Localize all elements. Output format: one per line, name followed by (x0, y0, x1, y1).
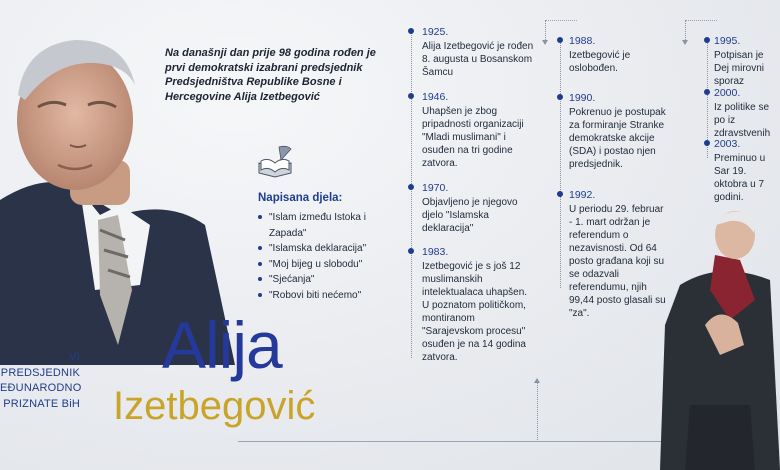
event-text: Uhapšen je zbog pripadnosti organizaciji "Mladi muslimani" i osuđen na tri godine zatvora. (422, 106, 524, 169)
name-first: Alija (162, 308, 282, 382)
event-text: Potpisan je Dej mirovni sporaz (714, 50, 765, 87)
timeline-event (714, 138, 780, 204)
arrow-up-icon (534, 378, 540, 383)
event-year: 1946. (422, 91, 449, 103)
role-line: VI PREDSJEDNIK (0, 351, 80, 379)
timeline-event (569, 189, 669, 320)
timeline-event (569, 92, 669, 171)
timeline-dot (557, 94, 563, 100)
event-text: Izetbegović je oslobođen. (569, 50, 631, 74)
timeline-event (422, 26, 534, 79)
timeline-dot (408, 184, 414, 190)
event-year: 2003. (714, 138, 741, 150)
timeline-line (411, 28, 412, 358)
standing-photo (660, 205, 780, 470)
arrow-down-icon (682, 40, 688, 45)
timeline-dot (704, 89, 710, 95)
timeline-event (714, 87, 780, 140)
works-list (258, 210, 398, 303)
works-item: "Islam između Istoka i Zapada" (258, 210, 398, 241)
timeline-dot (408, 28, 414, 34)
timeline-bracket (545, 20, 577, 21)
event-year: 1992. (569, 189, 596, 201)
timeline-line (545, 20, 546, 42)
works-item: "Islamska deklaracija" (258, 241, 398, 257)
timeline-dot (704, 140, 710, 146)
role-line: PRIZNATE BiH (3, 397, 80, 410)
timeline-event (569, 35, 669, 75)
event-text: Objavljeno je njegovo djelo "Islamska deklaracija" (422, 197, 518, 234)
event-text: Pokrenuo je postupak za formiranje Stranke demokratske akcije (SDA) i postao njen predsjednik. (569, 107, 666, 170)
timeline-baseline (238, 441, 678, 442)
event-year: 1925. (422, 26, 449, 38)
event-text: Alija Izetbegović je rođen 8. augusta u Bosanskom Šamcu (422, 41, 534, 78)
event-year: 2000. (714, 87, 741, 99)
timeline-event (422, 246, 534, 364)
event-text: Preminuo u Sar 19. oktobra u 7 godini. (714, 153, 766, 203)
timeline-dot (408, 248, 414, 254)
timeline-dot (557, 37, 563, 43)
works-item: "Sjećanja" (258, 272, 398, 288)
works-title: Napisana djela: (258, 192, 343, 204)
timeline-line (537, 380, 538, 440)
event-text: Izetbegović je s još 12 muslimanskih intelektualaca uhapšen. U poznatom političkom, montiranom "Sarajevskom procesu" osuđen je na 14 godina zatvora. (422, 261, 528, 363)
timeline-event (422, 182, 534, 235)
event-year: 1995. (714, 35, 741, 47)
timeline-event (714, 35, 780, 88)
timeline-dot (557, 191, 563, 197)
event-year: 1983. (422, 246, 449, 258)
timeline-dot (408, 93, 414, 99)
event-text: Iz politike se po iz zdravstvenih (714, 102, 771, 139)
timeline-line (560, 38, 561, 288)
works-item: "Moj bijeg u slobodu" (258, 257, 398, 273)
arrow-down-icon (542, 40, 548, 45)
works-item: "Robovi biti nećemo" (258, 288, 398, 304)
name-last: Izetbegović (113, 384, 316, 428)
timeline-line (685, 20, 686, 42)
open-book-icon (255, 143, 295, 179)
role-line: EĐUNARODNO (0, 382, 82, 394)
event-year: 1990. (569, 92, 596, 104)
intro-text: Na današnji dan prije 98 godina rođen je prvi demokratski izabrani predsjednik Predsjedništva Republike Bosne i Hercegovine Alija Izetbegović (165, 47, 376, 103)
role-caption (0, 350, 80, 412)
event-year: 1988. (569, 35, 596, 47)
timeline-bracket (685, 20, 717, 21)
event-text: U periodu 29. februar - 1. mart održan je referendum o nezavisnosti. Od 64 posto građana koji su se odazvali referendumu, njih 99,44 posto glasali su "za". (569, 204, 666, 319)
timeline-dot (704, 37, 710, 43)
timeline-event (422, 91, 534, 170)
event-year: 1970. (422, 182, 449, 194)
